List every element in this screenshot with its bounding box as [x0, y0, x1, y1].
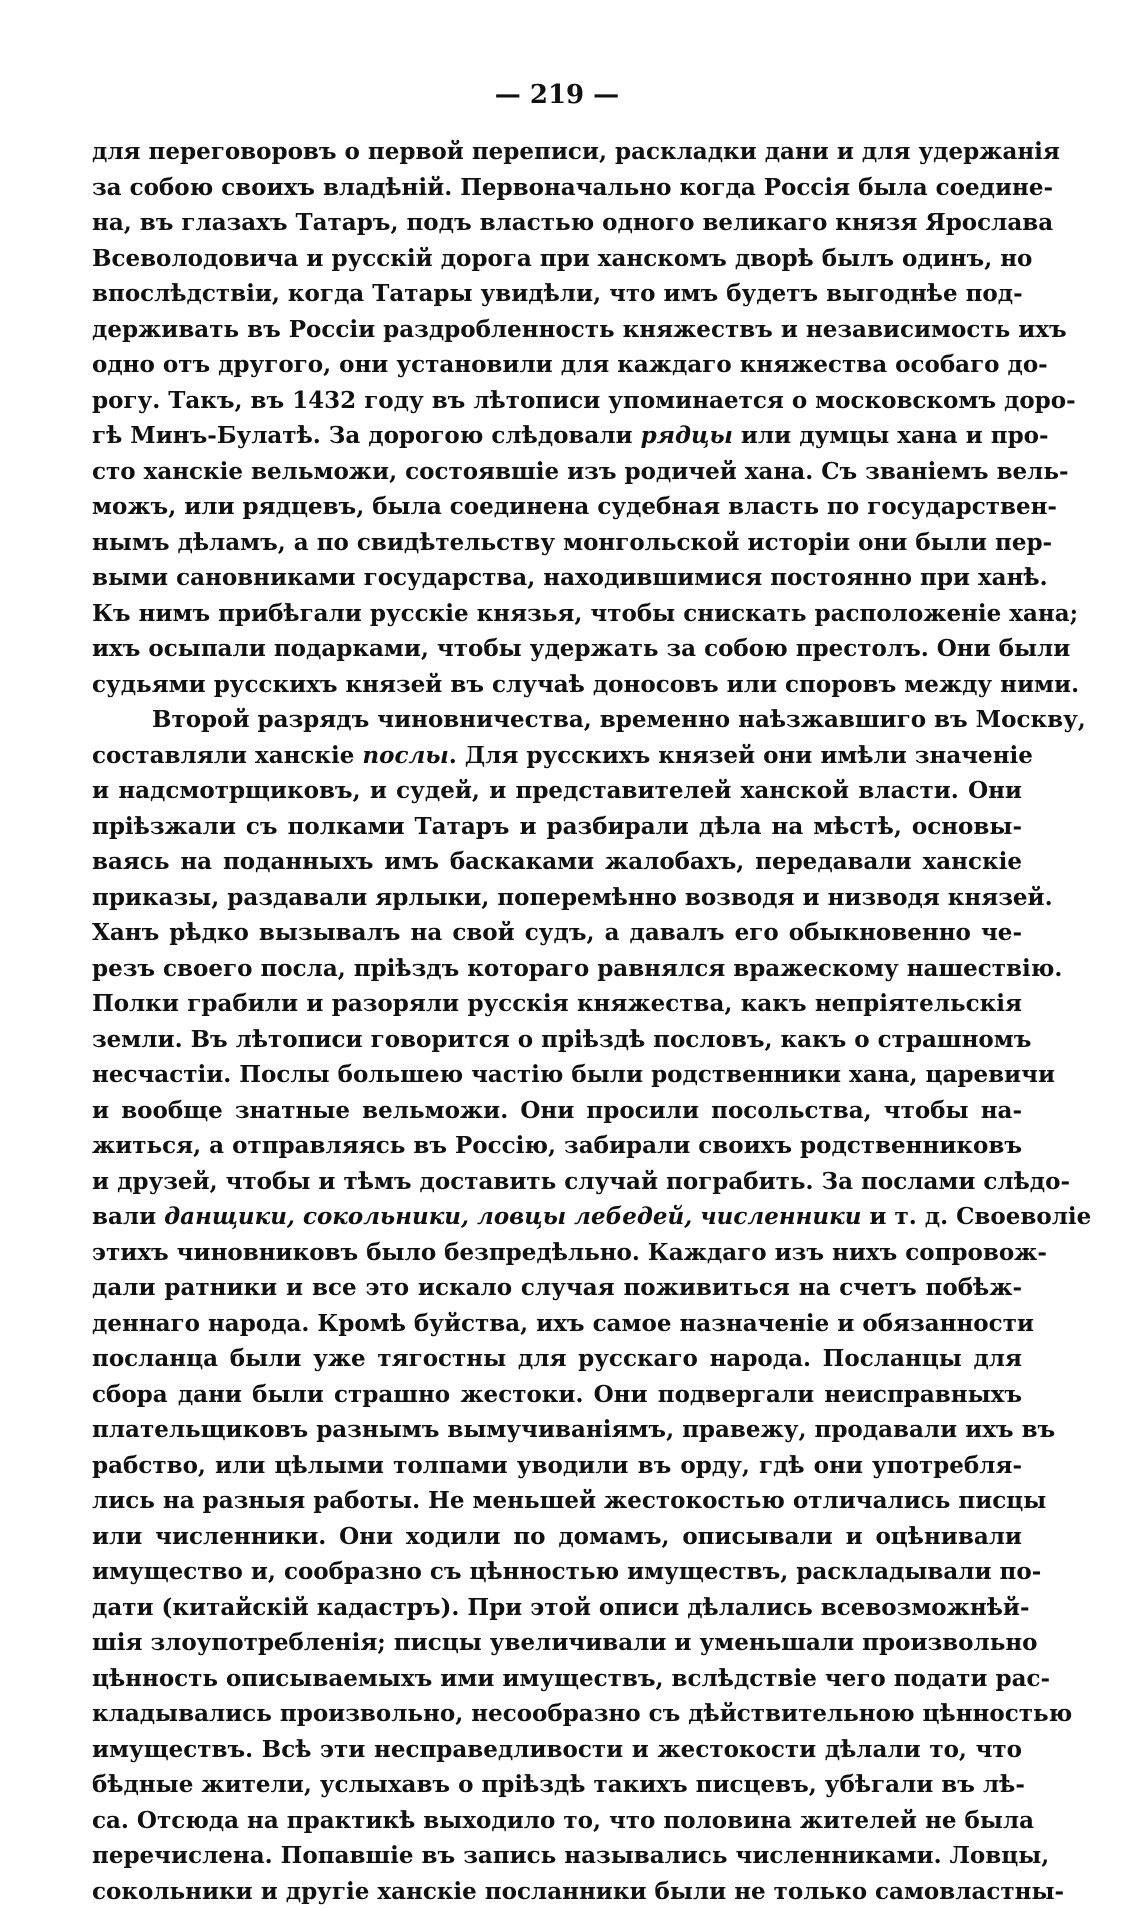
text-line: сто ханскіе вельможи, состоявшіе изъ родичей хана. Съ званіемъ вель- — [92, 454, 1022, 490]
text-line: и вообще знатные вельможи. Они просили посольства, чтобы на- — [92, 1093, 1022, 1129]
text-line: и друзей, чтобы и тѣмъ доставить случай пограбить. За послами слѣдо- — [92, 1164, 1022, 1200]
text-line: лись на разныя работы. Не меньшей жестокостью отличались писцы — [92, 1483, 1022, 1519]
page-number: — 219 — — [92, 78, 1022, 112]
text-line: несчастіи. Послы большею частію были родственники хана, царевичи — [92, 1057, 1022, 1093]
paragraph-2 — [92, 702, 1022, 1909]
text-line: цѣнность описываемыхъ ими имуществъ, вслѣдствіе чего подати рас- — [92, 1661, 1022, 1697]
body-text — [92, 134, 1022, 1909]
text-line: Второй разрядъ чиновничества, временно наѣзжавшиго въ Москву, — [92, 702, 1022, 738]
text-line: пріѣзжали съ полками Татаръ и разбирали дѣла на мѣстѣ, основы- — [92, 809, 1022, 845]
text-line: Всеволодовича и русскій дорога при ханскомъ дворѣ былъ одинъ, но — [92, 241, 1022, 277]
text-line: судьями русскихъ князей въ случаѣ доносовъ или споровъ между ними. — [92, 667, 1022, 703]
text-line: Къ нимъ прибѣгали русскіе князья, чтобы снискать расположеніе хана; — [92, 596, 1022, 632]
text-line: выми сановниками государства, находившимися постоянно при ханѣ. — [92, 560, 1022, 596]
text-line: имущество и, сообразно съ цѣнностью имуществъ, раскладывали по- — [92, 1554, 1022, 1590]
text-line: ихъ осыпали подарками, чтобы удержать за собою престолъ. Они были — [92, 631, 1022, 667]
text-line: нымъ дѣламъ, а по свидѣтельству монгольской исторіи они были пер- — [92, 525, 1022, 561]
text-line: житься, а отправляясь въ Россію, забирали своихъ родственниковъ — [92, 1128, 1022, 1164]
text-line: приказы, раздавали ярлыки, поперемѣнно возводя и низводя князей. — [92, 880, 1022, 916]
text-line: впослѣдствіи, когда Татары увидѣли, что имъ будетъ выгоднѣе под- — [92, 276, 1022, 312]
italic-term: послы — [362, 742, 448, 769]
text-line: посланца были уже тягостны для русскаго народа. Посланцы для — [92, 1341, 1022, 1377]
text-line: дали ратники и все это искало случая поживиться на счетъ побѣж- — [92, 1270, 1022, 1306]
text-line: деннаго народа. Кромѣ буйства, ихъ самое назначеніе и обязанности — [92, 1306, 1022, 1342]
italic-term: данщики, сокольники, ловцы лебедей, численники — [164, 1203, 861, 1230]
text-line: са. Отсюда на практикѣ выходило то, что половина жителей не была — [92, 1803, 1022, 1839]
text-line: за собою своихъ владѣній. Первоначально когда Россія была соедине- — [92, 170, 1022, 206]
text-line: перечислена. Попавшіе въ запись назывались численниками. Ловцы, — [92, 1838, 1022, 1874]
text-line: одно отъ другого, они установили для каждаго княжества особаго до- — [92, 347, 1022, 383]
italic-term: рядцы — [641, 422, 733, 449]
text-line: гѣ Минъ-Булатѣ. За дорогою слѣдовали рядцы или думцы хана и про- — [92, 418, 1022, 454]
text-line: шія злоупотребленія; писцы увеличивали и уменьшали произвольно — [92, 1625, 1022, 1661]
paragraph-1 — [92, 134, 1022, 702]
text-line: рогу. Такъ, въ 1432 году въ лѣтописи упоминается о московскомъ доро- — [92, 383, 1022, 419]
text-line: на, въ глазахъ Татаръ, подъ властью одного великаго князя Ярослава — [92, 205, 1022, 241]
text-line: вали данщики, сокольники, ловцы лебедей, численники и т. д. Своеволіе — [92, 1199, 1022, 1235]
text-line: составляли ханскіе послы. Для русскихъ князей они имѣли значеніе — [92, 738, 1022, 774]
text-line: имуществъ. Всѣ эти несправедливости и жестокости дѣлали то, что — [92, 1732, 1022, 1768]
text-line: для переговоровъ о первой переписи, раскладки дани и для удержанія — [92, 134, 1022, 170]
text-line: дати (китайскій кадастръ). При этой описи дѣлались всевозможнѣй- — [92, 1590, 1022, 1626]
text-line: Ханъ рѣдко вызывалъ на свой судъ, а давалъ его обыкновенно че- — [92, 915, 1022, 951]
text-line: держивать въ Россіи раздробленность княжествъ и независимость ихъ — [92, 312, 1022, 348]
text-line: и надсмотрщиковъ, и судей, и представителей ханской власти. Они — [92, 773, 1022, 809]
text-line: резъ своего посла, пріѣздъ котораго равнялся вражескому нашествію. — [92, 951, 1022, 987]
text-line: этихъ чиновниковъ было безпредѣльно. Каждаго изъ нихъ сопровож- — [92, 1235, 1022, 1271]
text-line: Полки грабили и разоряли русскія княжества, какъ непріятельскія — [92, 986, 1022, 1022]
text-line: можъ, или рядцевъ, была соединена судебная власть по государствен- — [92, 489, 1022, 525]
text-line: кладывались произвольно, несообразно съ дѣйствительною цѣнностью — [92, 1696, 1022, 1732]
text-line: ваясь на поданныхъ имъ баскаками жалобахъ, передавали ханскіе — [92, 844, 1022, 880]
text-line: бѣдные жители, услыхавъ о пріѣздѣ такихъ писцевъ, убѣгали въ лѣ- — [92, 1767, 1022, 1803]
text-line: сбора дани были страшно жестоки. Они подвергали неисправныхъ — [92, 1377, 1022, 1413]
text-line: рабство, или цѣлыми толпами уводили въ орду, гдѣ они употребля- — [92, 1448, 1022, 1484]
text-line: или численники. Они ходили по домамъ, описывали и оцѣнивали — [92, 1519, 1022, 1555]
text-line: земли. Въ лѣтописи говорится о пріѣздѣ пословъ, какъ о страшномъ — [92, 1022, 1022, 1058]
text-line: сокольники и другіе ханскіе посланники были не только самовластны- — [92, 1874, 1022, 1909]
text-line: плательщиковъ разнымъ вымучиваніямъ, правежу, продавали ихъ въ — [92, 1412, 1022, 1448]
